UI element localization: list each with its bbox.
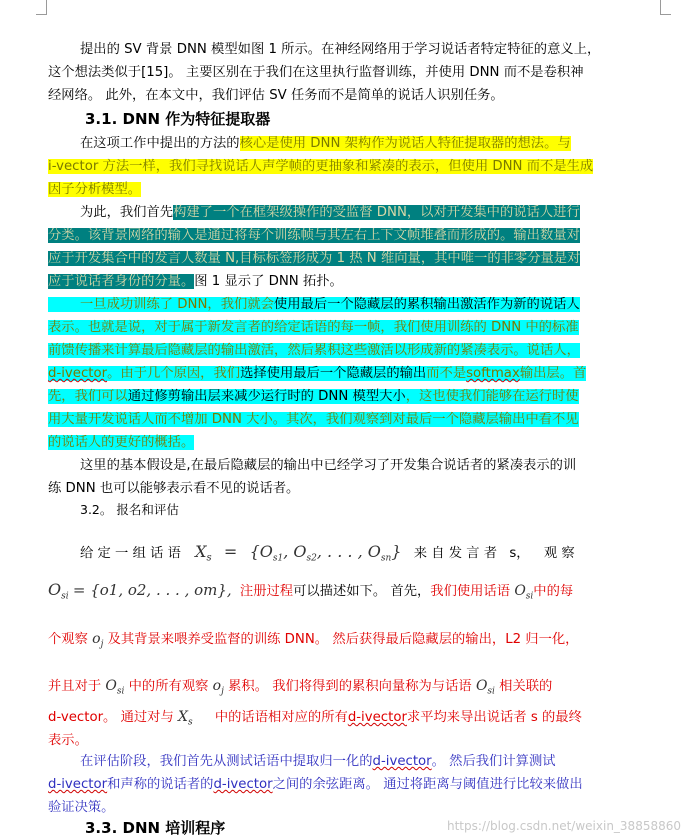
text-run: 中的话语相对应的所有 <box>214 710 348 725</box>
paragraph-line <box>48 431 194 454</box>
highlighted-text: 分类。该背景网络的输入是通过将每个训练帧与其左右上下文帧堆叠而形成的。输出数量对 <box>48 228 580 243</box>
paragraph-line: 提出的 SV 背景 DNN 模型如图 1 所示。在神经网络用于学习说话者特定特征的意义上， <box>80 42 601 57</box>
math-symbol: O <box>514 583 526 599</box>
highlighted-text: 应于开发集合中的发言人数量 N,目标标签形成为 1 热 N 维向量，其中唯一的非零分量是对 <box>48 251 581 266</box>
math-symbol: O <box>48 580 62 599</box>
paragraph-line <box>48 628 578 657</box>
math-subscript: si <box>487 686 495 697</box>
text-run: s， <box>509 546 530 561</box>
paragraph-line <box>48 706 582 735</box>
text-run: d-ivector <box>213 777 273 792</box>
paragraph-line <box>48 773 583 796</box>
math-subscript: si <box>61 591 69 602</box>
math-symbol: X <box>195 542 207 561</box>
math-subscript: s1 <box>272 553 284 564</box>
paragraph-line <box>80 540 575 571</box>
paragraph-line: 练 DNN 也可以能够表示看不见的说话者。 <box>48 481 300 496</box>
text-run: 之间的余弦距离。 通过将距离与阈值进行比较来做出 <box>272 777 583 792</box>
paragraph-line <box>48 178 141 201</box>
text-run: 和声称的说话者的 <box>107 777 214 792</box>
math-symbol: = {o1, o2, . . . , om}, <box>72 581 232 599</box>
text-run: 注册过程 <box>239 584 294 599</box>
text-run: 累积。 我们将得到的累积向量称为与话语 <box>228 679 472 694</box>
highlighted-text: 使用最后一个隐藏层的累积输出激活作为新的说话人 <box>273 297 580 312</box>
highlighted-text: 先，我们可以 <box>48 389 128 404</box>
text-run: d-ivector <box>48 777 108 792</box>
paragraph-line: 这个想法类似于[15]。 主要区别在于我们在这里执行监督训练，并使用 DNN 而不是卷积神 <box>48 65 584 80</box>
paragraph-line <box>80 201 580 224</box>
highlighted-text: 前馈传播来计算最后隐藏层的输出激活，然后累积这些激活以形成新的紧凑表示。说话人， <box>48 343 580 358</box>
text-run: 为此，我们首先 <box>80 205 174 220</box>
watermark-text: https://blog.csdn.net/weixin_38858860 <box>446 819 681 833</box>
paragraph-line <box>48 675 552 704</box>
highlighted-text: softmax <box>466 366 520 381</box>
paragraph-line <box>48 270 343 293</box>
math-subscript: j <box>100 639 104 650</box>
highlighted-text: 的说话人的更好的概括。 <box>48 435 195 450</box>
math-subscript: j <box>221 686 224 697</box>
text-run: 。 然后我们计算测试 <box>431 754 556 769</box>
paragraph-line <box>48 339 580 362</box>
math-subscript: s <box>206 552 212 564</box>
paragraph-line: 这里的基本假设是,在最后隐藏层的输出中已经学习了开发集合说话者的紧凑表示的训 <box>80 458 577 473</box>
math-symbol: , O <box>283 542 307 561</box>
paragraph-line: 验证决策。 <box>48 800 115 815</box>
margin-corner-mark <box>660 0 671 15</box>
paragraph-line: 表示。 <box>48 733 88 748</box>
text-run: d-ivector <box>347 710 407 725</box>
math-symbol: O <box>105 678 117 694</box>
math-symbol: , . . . , O <box>316 542 381 561</box>
highlighted-text: 核心是使用 DNN 架构作为说话人特征提取器的想法。与 <box>239 136 571 151</box>
math-symbol: X <box>178 709 188 725</box>
text-run: 求平均来导出说话者 s 的最终 <box>406 710 582 725</box>
text-run: 并且对于 <box>48 679 102 694</box>
paragraph-line <box>48 293 580 316</box>
text-run: 在这项工作中提出的方法的 <box>80 136 240 151</box>
text-run: 给 定 一 组 话 语 <box>80 546 181 561</box>
highlighted-text: 应于说话者身份的分量。 <box>48 274 195 289</box>
text-run: d-ivector <box>372 754 432 769</box>
math-subscript: s2 <box>306 553 317 564</box>
text-run: 图 1 显示了 DNN 拓扑。 <box>194 274 343 289</box>
section-heading: 3.1. DNN 作为特征提取器 <box>85 110 271 128</box>
paragraph-line <box>48 385 579 408</box>
text-run: 个观察 <box>48 632 88 647</box>
highlighted-text: 一旦成功训练了 DNN，我们就会 <box>48 297 274 312</box>
math-subscript: s <box>187 717 193 728</box>
paragraph-line <box>80 132 571 155</box>
text-run: 可以描述如下。 首先， <box>293 584 431 599</box>
paragraph-line <box>48 247 580 270</box>
text-run: 及其背景来喂养受监督的训练 DNN。 然后获得最后隐藏层的输出，L2 归一化， <box>107 632 579 647</box>
highlighted-text: 表示。也就是说，对于属于新发言者的给定话语的每一帧，我们使用训练的 DNN 中的标准 <box>48 320 579 335</box>
paragraph-line: 经网络。 此外，在本文中，我们评估 SV 任务而不是简单的说话人识别任务。 <box>48 88 504 103</box>
paragraph-line <box>48 224 580 247</box>
highlighted-text: d-ivector <box>48 366 108 381</box>
math-subscript: si <box>116 686 125 697</box>
section-heading: 3.3. DNN 培训程序 <box>85 819 226 837</box>
math-symbol: {O <box>249 542 273 561</box>
margin-corner-mark <box>36 0 47 15</box>
math-symbol: } <box>391 542 402 561</box>
highlighted-text: 输出层。首 <box>519 366 587 381</box>
highlighted-text: i-vector 方法一样，我们寻找说话人声学帧的更抽象和紧凑的表示，但使用 DNN 而不是生成 <box>48 159 594 174</box>
text-run: 相关联的 <box>499 679 553 694</box>
highlighted-text: 因子分析模型。 <box>48 182 142 197</box>
section-heading: 3.2。 报名和评估 <box>80 502 179 517</box>
highlighted-text: 选择使用最后一个隐藏层的输出 <box>240 366 427 381</box>
paragraph-line <box>48 155 593 178</box>
paragraph-line <box>48 578 573 609</box>
text-run: 中的所有观察 <box>128 679 209 694</box>
math-symbol: o <box>212 678 222 694</box>
highlighted-text: ，这也使我们能够在运行时使 <box>405 389 579 404</box>
text-run: 来 自 发 言 者 <box>413 546 498 561</box>
text-run: 中的每 <box>533 584 574 599</box>
text-run: 我们使用话语 <box>430 584 511 599</box>
math-symbol: O <box>475 678 488 694</box>
highlighted-text: 。由于几个原因，我们 <box>107 366 241 381</box>
math-subscript: si <box>525 591 534 602</box>
text-run: 在评估阶段，我们首先从测试话语中提取归一化的 <box>80 754 373 769</box>
text-run: 观 察 <box>543 546 575 561</box>
highlighted-text: 而不是 <box>426 366 467 381</box>
paragraph-line <box>48 316 579 339</box>
highlighted-text: 通过修剪输出层来减少运行时的 DNN 模型大小 <box>127 389 406 404</box>
highlighted-text: 构建了一个在框架级操作的受监督 DNN，以对开发集中的说话人进行 <box>173 205 580 220</box>
math-symbol: = <box>223 542 238 561</box>
text-run: d-vector。 通过对与 <box>48 710 174 725</box>
paragraph-line <box>48 408 579 431</box>
paragraph-line <box>80 750 556 773</box>
paragraph-line <box>48 362 586 385</box>
math-subscript: sn <box>380 553 392 564</box>
highlighted-text: 用大量开发说话人而不增加 DNN 大小。其次，我们观察到对最后一个隐藏层输出中看不见 <box>48 412 579 427</box>
math-symbol: o <box>92 631 101 647</box>
